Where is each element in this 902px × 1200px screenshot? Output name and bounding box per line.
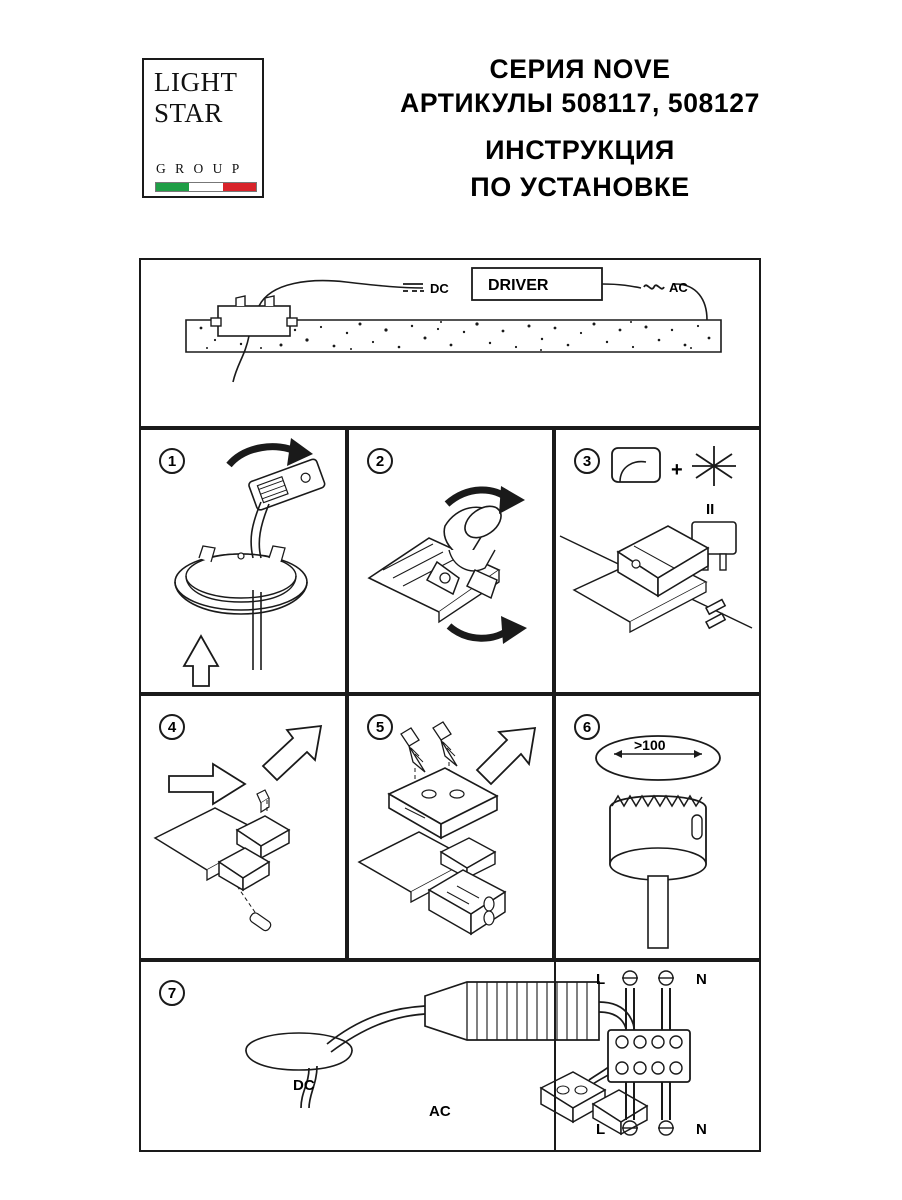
step-2-diagram xyxy=(349,430,552,692)
step-number-6: 6 xyxy=(574,714,600,740)
panel-step-5 xyxy=(347,694,554,960)
terminal-label-top-right: N xyxy=(696,971,707,988)
step-3-diagram xyxy=(556,430,759,692)
terminal-label-bottom-left: L xyxy=(596,1121,606,1138)
logo-group-label: G R O U P xyxy=(156,161,243,176)
panel-step-6 xyxy=(554,694,761,960)
document-header xyxy=(0,0,902,250)
step-5-diagram xyxy=(349,696,552,958)
step-number-1: 1 xyxy=(159,448,185,474)
step-4-diagram xyxy=(141,696,345,958)
step-6-diagram xyxy=(556,696,759,958)
logo-line-1: LIGHT xyxy=(154,67,238,97)
step-number-4: 4 xyxy=(159,714,185,740)
instruction-title-line-1: ИНСТРУКЦИЯ xyxy=(485,135,675,165)
step-7-dc-label: DC xyxy=(293,1077,315,1094)
step-7-ac-label: AC xyxy=(429,1103,451,1120)
title-block xyxy=(300,52,860,206)
overview-ac-label: AC xyxy=(669,280,688,295)
panel-step-3 xyxy=(554,428,761,694)
series-title: СЕРИЯ NOVE xyxy=(489,54,671,84)
step-number-3: 3 xyxy=(574,448,600,474)
terminal-block-panel xyxy=(554,962,761,1150)
terminal-label-bottom-right: N xyxy=(696,1121,707,1138)
step-1-diagram xyxy=(141,430,345,692)
instruction-title-line-2: ПО УСТАНОВКЕ xyxy=(470,172,690,202)
brand-logo xyxy=(142,58,264,198)
terminal-label-top-left: L xyxy=(596,971,606,988)
overview-dc-label: DC xyxy=(430,281,449,296)
overview-driver-label: DRIVER xyxy=(488,277,549,294)
panel-step-2 xyxy=(347,428,554,694)
step-3-equals-label: II xyxy=(706,501,715,518)
logo-wordmark xyxy=(154,67,259,129)
panel-step-1 xyxy=(139,428,347,694)
step-number-7: 7 xyxy=(159,980,185,1006)
step-number-5: 5 xyxy=(367,714,393,740)
article-numbers: АРТИКУЛЫ 508117, 508127 xyxy=(400,88,760,118)
step-3-plus-label: + xyxy=(671,459,683,481)
overview-diagram xyxy=(141,260,759,426)
terminal-block-diagram xyxy=(556,962,761,1150)
panel-step-4 xyxy=(139,694,347,960)
logo-line-2: STAR xyxy=(154,98,223,128)
step-6-hole-size-label: >100 xyxy=(634,737,666,753)
panel-step-7 xyxy=(139,960,761,1152)
step-number-2: 2 xyxy=(367,448,393,474)
panel-overview xyxy=(139,258,761,428)
italian-flag-icon xyxy=(155,182,257,192)
